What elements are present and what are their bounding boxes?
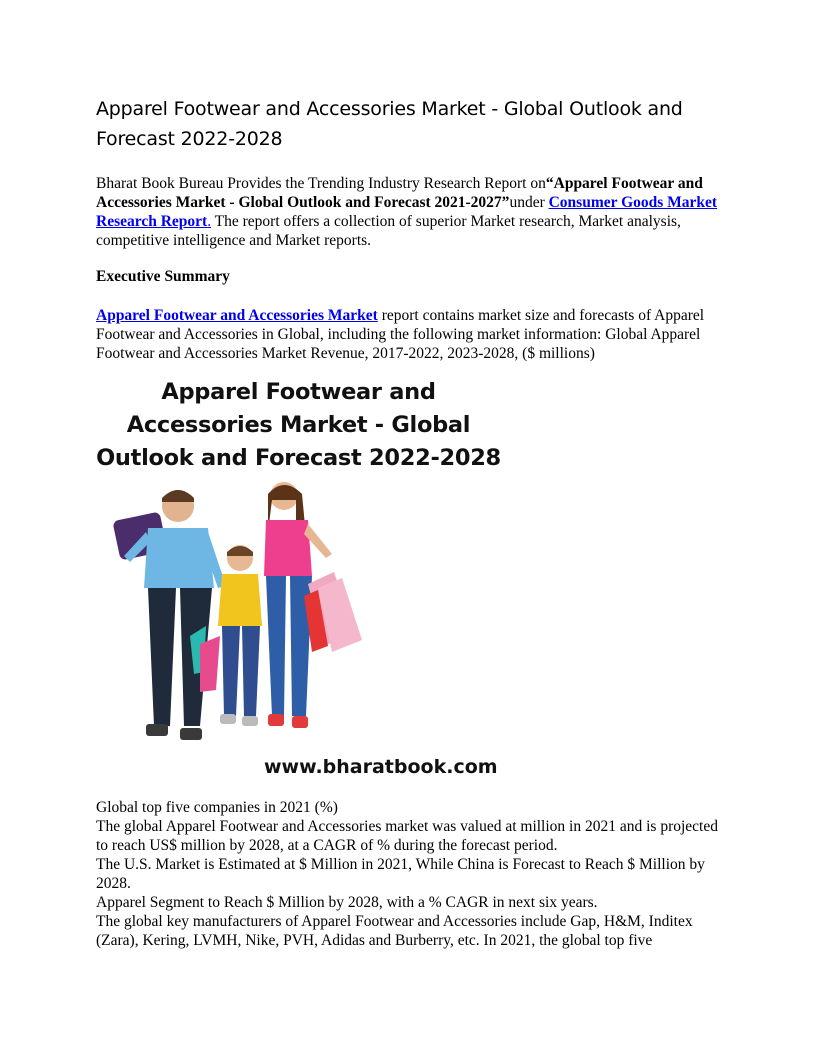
summary-text: report contains market size and forecasts of Apparel Footwear and Accessories in Global, including the following market information: Global Apparel Footwear and Accessories Market Revenue, 2017-2022, 2023-2028, ($ millions)	[96, 307, 705, 362]
intro-link-dot: .	[207, 213, 212, 230]
body-line: The global Apparel Footwear and Accessories market was valued at million in 2021 and is projected to reach US$ million by 2028, at a CAGR of % during the forecast period.	[96, 818, 718, 854]
body-line: Apparel Segment to Reach $ Million by 2028, with a % CAGR in next six years.	[96, 894, 598, 911]
promo-url: www.bharatbook.com	[264, 756, 498, 778]
executive-summary-heading: Executive Summary	[96, 268, 230, 285]
intro-paragraph	[96, 174, 728, 250]
promo-title: Apparel Footwear and Accessories Market - Global Outlook and Forecast 2022-2028	[96, 379, 501, 471]
intro-report-title: “Apparel Footwear and Accessories Market - Global Outlook and Forecast 2021-2027”	[96, 175, 703, 211]
document-title: Apparel Footwear and Accessories Market - Global Outlook and Forecast 2022-2028	[96, 98, 683, 150]
body-text	[96, 798, 728, 950]
intro-suffix: The report offers a collection of superior Market research, Market analysis, competitive intelligence and Market reports.	[96, 213, 681, 249]
summary-paragraph	[96, 306, 728, 363]
body-line: The U.S. Market is Estimated at $ Million in 2021, While China is Forecast to Reach $ Million by 2028.	[96, 856, 705, 892]
body-line: The global key manufacturers of Apparel Footwear and Accessories include Gap, H&M, Inditex (Zara), Kering, LVMH, Nike, PVH, Adidas and Burberry, etc. In 2021, the global top five	[96, 913, 693, 949]
family-shopping-illustration	[96, 476, 396, 764]
promo-image	[96, 376, 516, 786]
consumer-goods-link[interactable]: Consumer Goods Market Research Report	[96, 194, 718, 230]
intro-prefix: Bharat Book Bureau Provides the Trending Industry Research Report on	[96, 175, 546, 192]
body-line: Global top five companies in 2021 (%)	[96, 799, 338, 816]
market-report-link[interactable]: Apparel Footwear and Accessories Market	[96, 307, 378, 324]
intro-under: under	[509, 194, 549, 211]
